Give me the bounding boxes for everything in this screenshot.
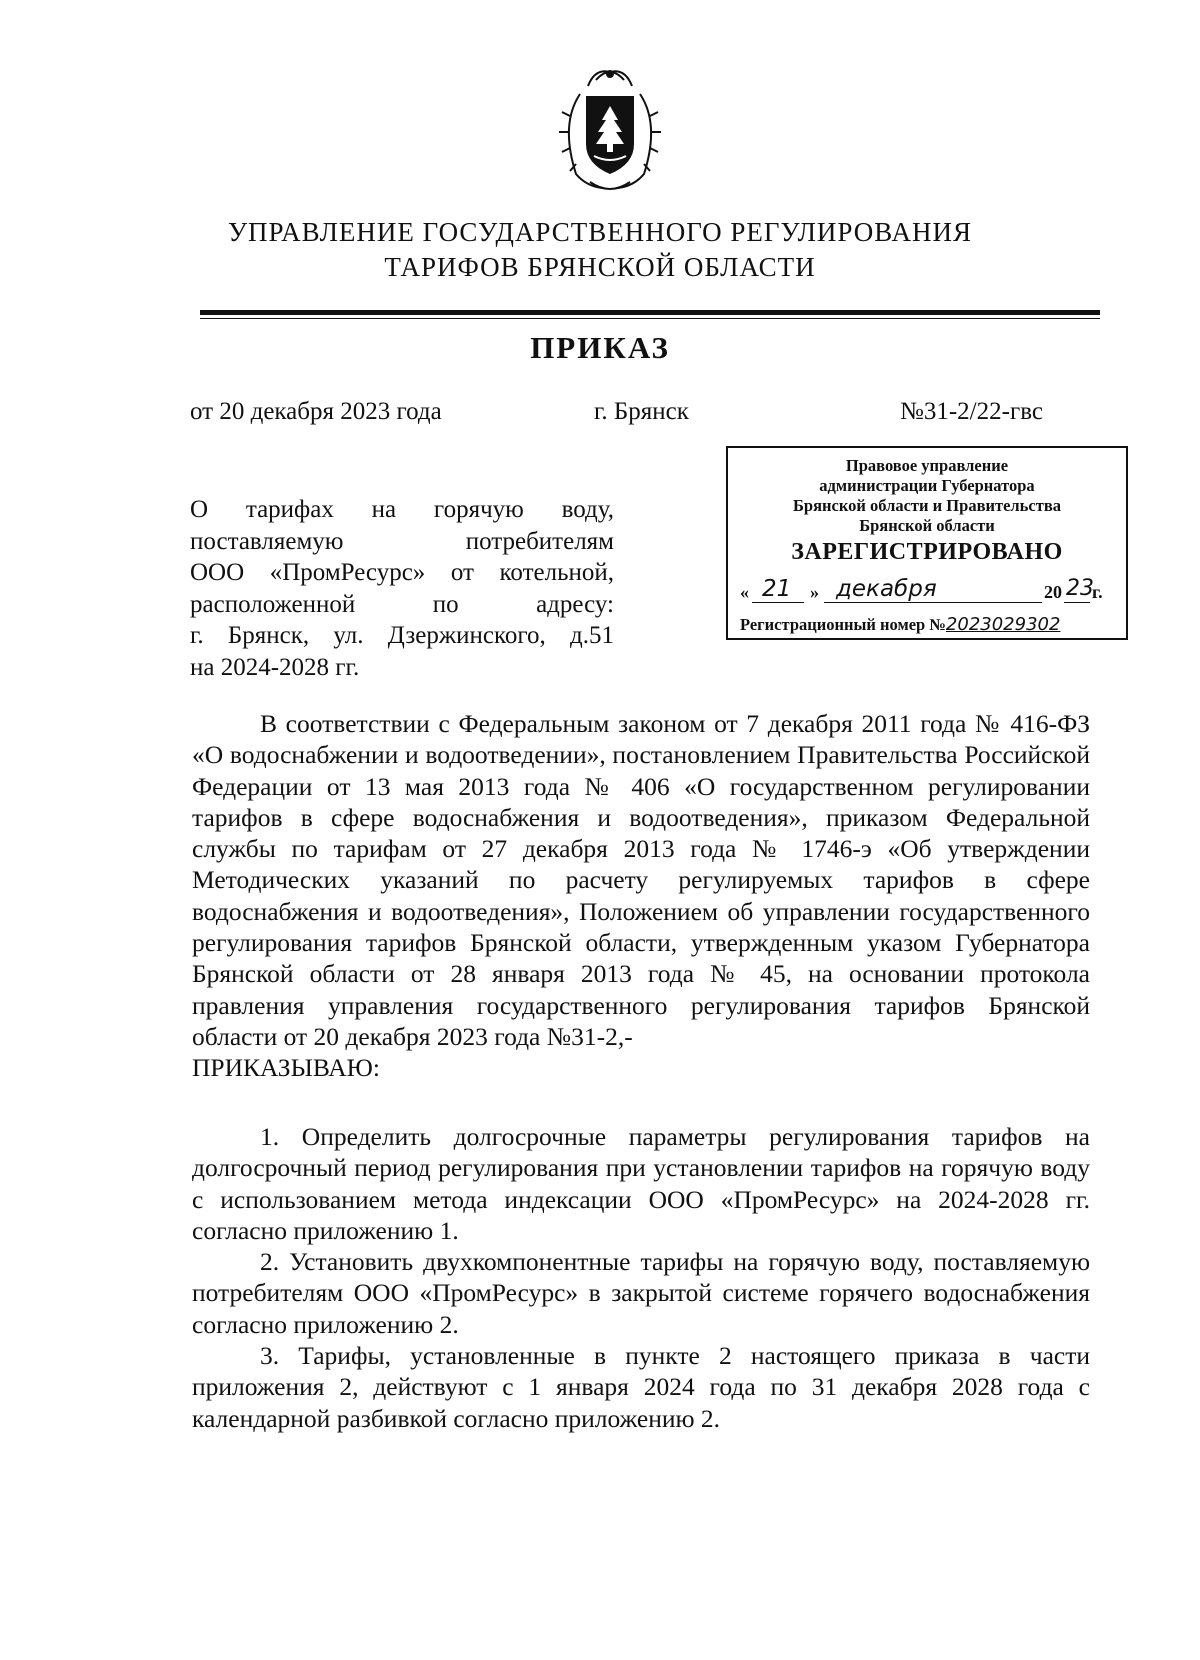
- subject-line: ООО «ПромРесурс» от котельной,: [190, 559, 614, 586]
- order-city: г. Брянск: [594, 398, 689, 425]
- stamp-year-prefix: 20: [1044, 582, 1062, 602]
- registration-stamp: [726, 446, 1128, 640]
- stamp-date-line: [740, 578, 1120, 608]
- coat-of-arms-emblem: [550, 64, 670, 196]
- header-divider-thin: [200, 318, 1100, 319]
- order-item-3: 3. Тарифы, установленные в пункте 2 настоящего приказа в части приложения 2, действуют с 1 января 2024 года по 31 декабря 2028 года с календарной разбивкой согласно приложению 2.: [192, 1341, 1090, 1433]
- stamp-registration-line: [740, 614, 1125, 635]
- stamp-day-underline: [752, 602, 804, 603]
- subject-line: О тарифах на горячую воду,: [190, 496, 614, 523]
- stamp-year-underline: [1064, 602, 1090, 603]
- header-divider-thick: [200, 310, 1100, 315]
- org-name-line2: ТАРИФОВ БРЯНСКОЙ ОБЛАСТИ: [384, 252, 816, 282]
- preamble-paragraph: В соответствии с Федеральным законом от 7 декабря 2011 года № 416-ФЗ «О водоснабжении и водоотведении», постановлением Правительства Российской Федерации от 13 мая 2013 года № 406 «О государственном регулировании тарифов в сфере водоснабжения и водоотведения», приказом Федеральной службы по тарифам от 27 декабря 2013 года № 1746-э «Об утверждении Методических указаний по расчету регулируемых тарифов в сфере водоснабжения и водоотведения», Положением об управлении государственного регулирования тарифов Брянской области, утвержденным указом Губернатора Брянской области от 28 января 2013 года № 45, на основании протокола правления управления государственного регулирования тарифов Брянской области от 20 декабря 2023 года №31-2,-: [192, 709, 1090, 1051]
- document-title: ПРИКАЗ: [530, 330, 670, 365]
- stamp-line-1: Правовое управление: [845, 456, 1009, 475]
- org-name-line1: УПРАВЛЕНИЕ ГОСУДАРСТВЕННОГО РЕГУЛИРОВАНИЯ: [227, 217, 973, 247]
- stamp-month-handwritten: декабря: [836, 576, 937, 602]
- order-item-1: 1. Определить долгосрочные параметры регулирования тарифов на долгосрочный период регулирования при установлении тарифов на горячую воду с использованием метода индексации ООО «ПромРесурс» на 2024-2028 гг. согласно приложению 1.: [192, 1122, 1090, 1245]
- stamp-year-handwritten: 23: [1066, 576, 1094, 601]
- stamp-month-underline: [824, 602, 1042, 603]
- order-subject: [190, 494, 614, 683]
- stamp-line-2: администрации Губернатора: [819, 476, 1035, 495]
- stamp-day-handwritten: 21: [762, 576, 792, 602]
- subject-line: г. Брянск, ул. Дзержинского, д.51: [190, 622, 614, 649]
- stamp-line-4: Брянской области: [859, 516, 995, 535]
- order-date: от 20 декабря 2023 года: [190, 398, 442, 425]
- stamp-line-3: Брянской области и Правительства: [793, 496, 1061, 515]
- subject-line: поставляемую потребителям: [190, 527, 614, 555]
- stamp-status: ЗАРЕГИСТРИРОВАНО: [791, 539, 1063, 565]
- stamp-date-open-quote: «: [740, 582, 749, 602]
- stamp-date-close-quote: »: [810, 582, 819, 602]
- stamp-registration-label: Регистрационный номер №: [740, 615, 946, 634]
- subject-line: расположенной по адресу:: [190, 590, 614, 618]
- order-item-2: 2. Установить двухкомпонентные тарифы на горячую воду, поставляемую потребителям ООО «ПромРесурс» в закрытой системе горячего водоснабжения согласно приложению 2.: [192, 1247, 1090, 1339]
- subject-line: на 2024-2028 гг.: [190, 653, 360, 681]
- stamp-year-unit: г.: [1092, 582, 1103, 602]
- order-number: №31-2/22-гвс: [900, 398, 1043, 425]
- stamp-registration-number: 2023029302: [945, 614, 1061, 635]
- order-word: ПРИКАЗЫВАЮ:: [192, 1053, 380, 1082]
